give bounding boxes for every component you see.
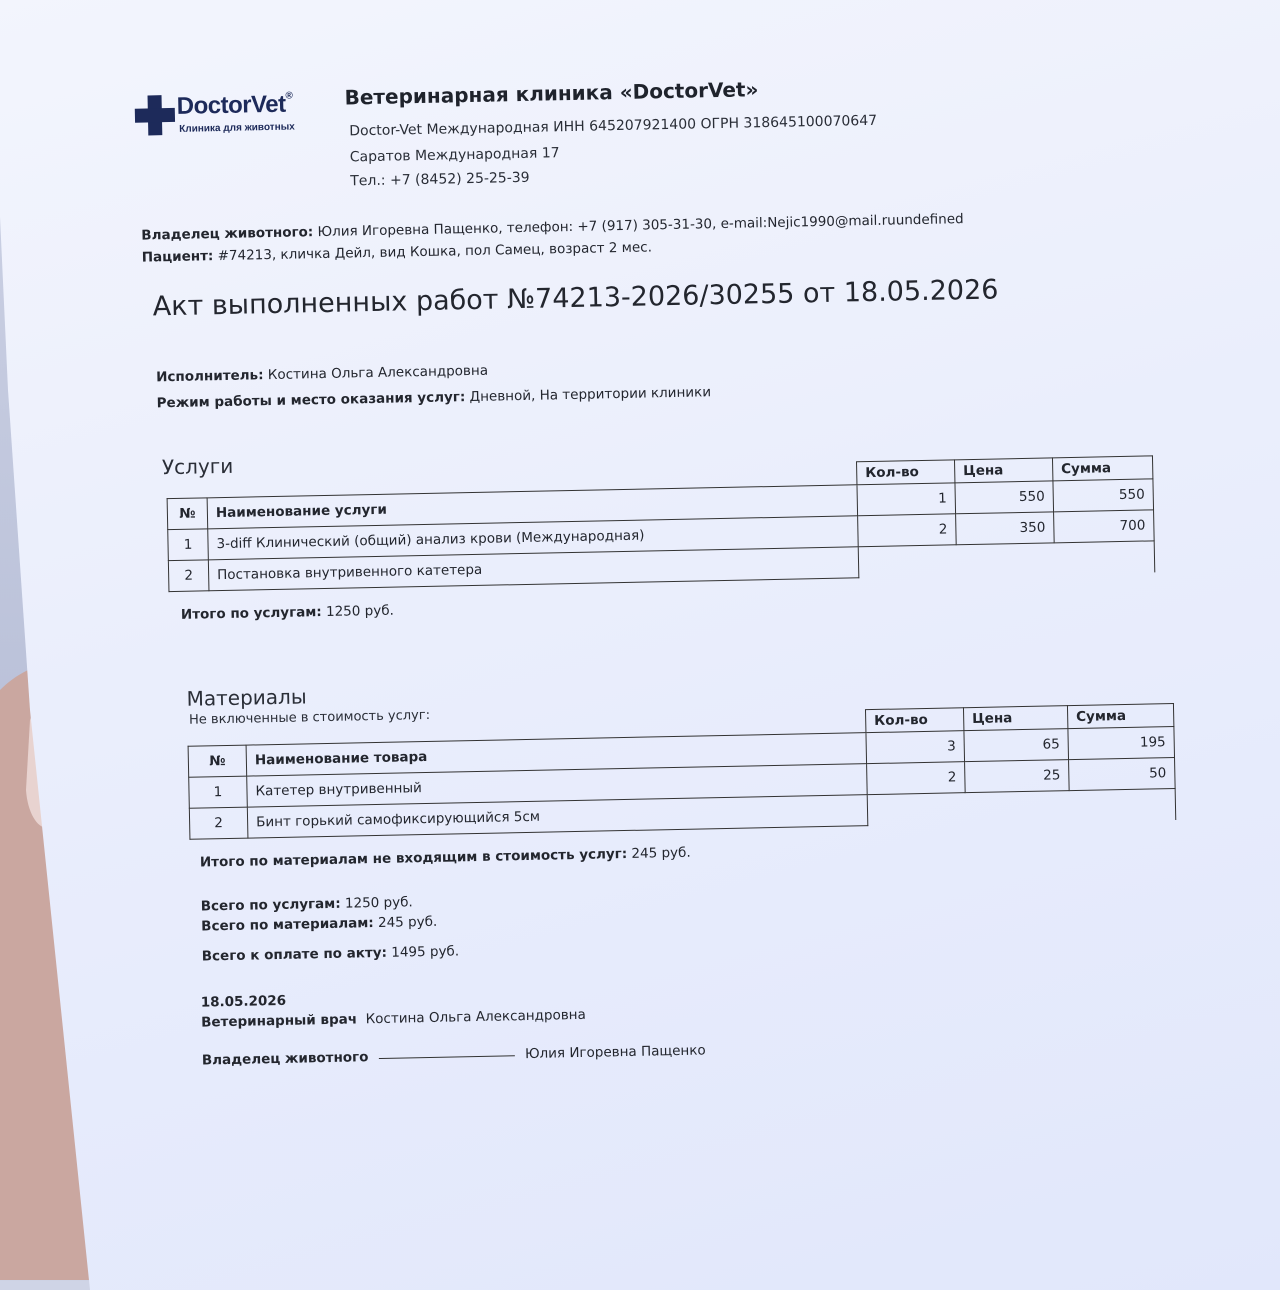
- work-mode-label: Режим работы и место оказания услуг:: [156, 389, 466, 412]
- summary-payable-value: 1495 руб.: [391, 943, 460, 961]
- table-cell-name: Бинт горький самофиксирующийся 5см: [247, 795, 867, 838]
- patient-info: [142, 239, 652, 265]
- table-cell-name: Катетер внутривенный: [247, 764, 867, 807]
- materials-subtitle: Не включенные в стоимость услуг:: [188, 707, 431, 728]
- services-name-header: Наименование услуги: [207, 485, 857, 529]
- work-mode-value: Дневной, На территории клиники: [469, 384, 712, 406]
- act-document: [120, 49, 1200, 1090]
- work-mode-info: [157, 384, 712, 411]
- summary-payable-label: Всего к оплате по акту:: [201, 944, 388, 965]
- table-cell-sum: 700: [1054, 510, 1155, 543]
- summary-materials: [201, 914, 437, 935]
- signature-doctor: [201, 1007, 586, 1031]
- doctor-label: Ветеринарный врач: [200, 1011, 358, 1031]
- registered-mark-icon: ®: [285, 90, 293, 102]
- materials-no-header: №: [188, 745, 247, 777]
- materials-total-value: 245 руб.: [631, 844, 691, 862]
- services-sum-header: Сумма: [1052, 456, 1152, 481]
- table-cell-price: 350: [956, 512, 1055, 545]
- table-cell-sum: 195: [1068, 726, 1175, 759]
- clinic-requisites: Doctor-Vet Международная ИНН 645207921400 ОГРН 318645100070647: [349, 112, 878, 140]
- services-total-value: 1250 руб.: [325, 602, 395, 620]
- materials-name-header: Наименование товара: [246, 733, 866, 776]
- services-price-header: Цена: [954, 458, 1052, 483]
- clinic-logo: [134, 88, 325, 150]
- table-cell-price: 65: [964, 729, 1069, 762]
- services-title: Услуги: [161, 453, 234, 480]
- patient-value: #74213, кличка Дейл, вид Кошка, пол Самец, возраст 2 мес.: [217, 239, 653, 265]
- materials-sum-header: Сумма: [1067, 703, 1173, 728]
- logo-name: DoctorVet: [176, 90, 286, 120]
- clinic-title: Ветеринарная клиника «DoctorVet»: [344, 77, 759, 110]
- materials-total-label: Итого по материалам не входящим в стоимость услуг:: [199, 845, 628, 871]
- table-cell-qty: 1: [857, 483, 956, 516]
- table-cell-no: 2: [189, 807, 248, 839]
- table-cell-name: Постановка внутривенного катетера: [208, 547, 858, 591]
- summary-services-value: 1250 руб.: [344, 894, 413, 912]
- table-cell-name: 3-diff Клинический (общий) анализ крови (Международная): [208, 516, 858, 560]
- owner-signature-label: Владелец животного: [201, 1049, 369, 1069]
- summary-materials-value: 245 руб.: [377, 913, 438, 931]
- performer-label: Исполнитель:: [156, 367, 264, 386]
- table-cell-no: 1: [189, 776, 248, 808]
- summary-payable: [202, 943, 460, 964]
- doctor-name: Костина Ольга Александровна: [365, 1006, 586, 1028]
- table-cell-no: 1: [168, 529, 209, 561]
- table-cell-qty: 3: [866, 731, 965, 764]
- materials-total: [200, 845, 691, 871]
- owner-label: Владелец животного:: [141, 224, 314, 244]
- signature-date: 18.05.2026: [200, 992, 287, 1011]
- owner-signature-name: Юлия Игоревна Пащенко: [524, 1042, 706, 1063]
- owner-value: Юлия Игоревна Пащенко, телефон: +7 (917) 305-31-30, e-mail:Nejic1990@mail.ruundefined: [317, 211, 964, 241]
- signature-line: [379, 1055, 515, 1059]
- act-title: Акт выполненных работ №74213-2026/30255 от 18.05.2026: [152, 274, 999, 323]
- table-cell-qty: 2: [858, 514, 957, 547]
- clinic-phone: Тел.: +7 (8452) 25-25-39: [350, 169, 530, 190]
- services-table: [166, 455, 1155, 592]
- services-total-label: Итого по услугам:: [180, 604, 322, 623]
- table-cell-price: 25: [965, 760, 1070, 793]
- services-total: [181, 603, 394, 623]
- materials-table: [187, 703, 1176, 840]
- materials-qty-header: Кол-во: [865, 708, 963, 733]
- table-cell-qty: 2: [867, 762, 966, 795]
- table-cell-sum: 50: [1069, 757, 1176, 790]
- table-cell-no: 2: [168, 560, 209, 592]
- table-cell-price: 550: [955, 481, 1054, 514]
- clinic-address: Саратов Международная 17: [349, 145, 560, 166]
- table-cell-sum: 550: [1053, 479, 1154, 512]
- performer-value: Костина Ольга Александровна: [267, 362, 489, 384]
- summary-services-label: Всего по услугам:: [200, 895, 341, 915]
- services-qty-header: Кол-во: [857, 460, 955, 485]
- performer-info: [156, 363, 488, 386]
- summary-services: [201, 894, 413, 914]
- materials-title: Материалы: [186, 684, 307, 711]
- materials-price-header: Цена: [963, 706, 1067, 731]
- summary-materials-label: Всего по материалам:: [201, 915, 374, 935]
- medical-cross-icon: [135, 95, 176, 136]
- logo-tagline: Клиника для животных: [179, 121, 295, 135]
- patient-label: Пациент:: [141, 248, 214, 266]
- owner-info: [141, 211, 964, 244]
- signature-owner: [202, 1042, 706, 1068]
- services-no-header: №: [167, 498, 208, 530]
